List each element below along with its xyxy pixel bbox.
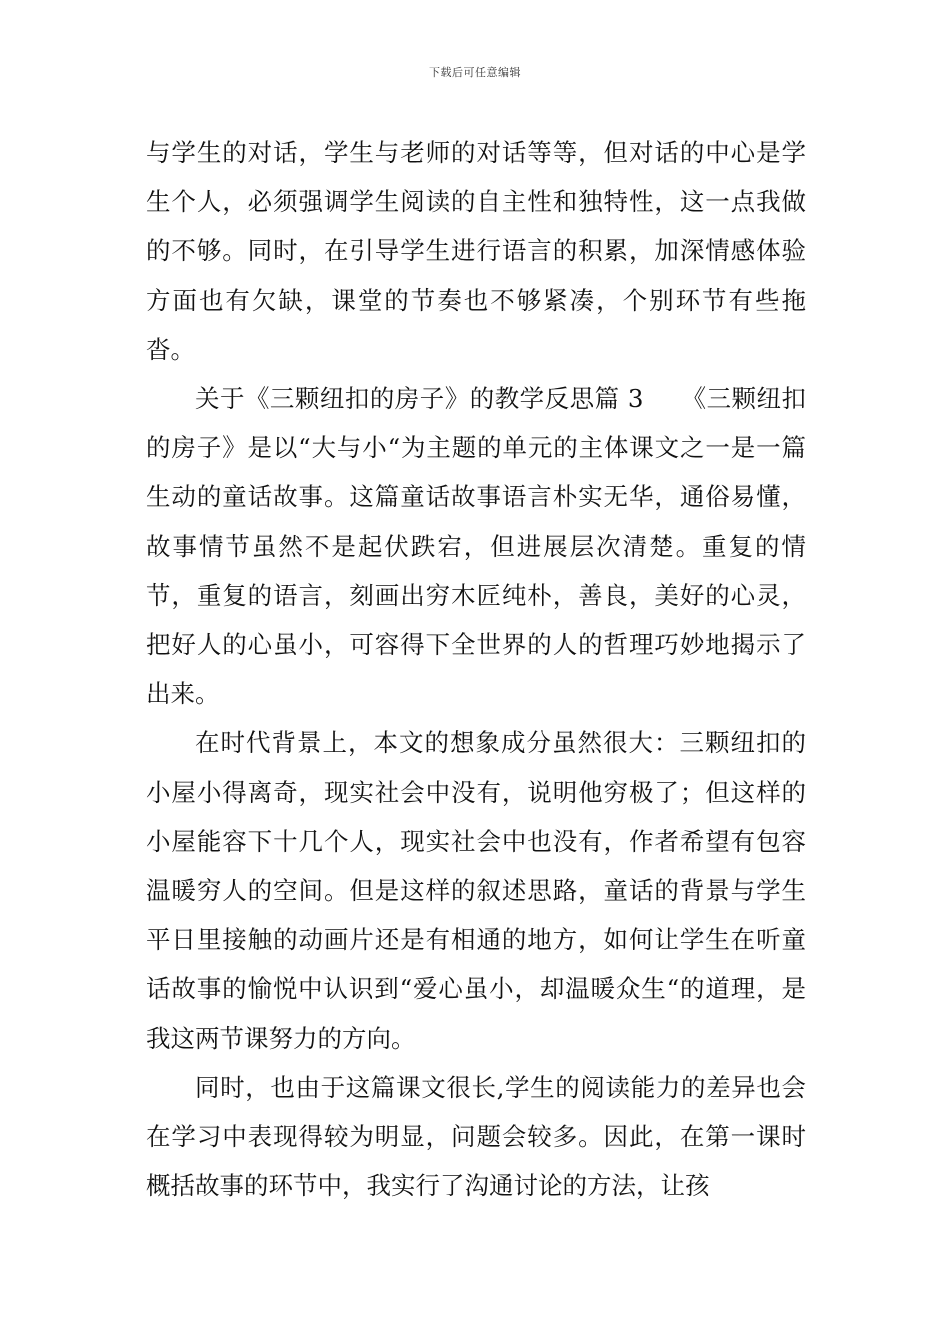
paragraph-1: 与学生的对话，学生与老师的对话等等，但对话的中心是学生个人，必须强调学生阅读的自主性和独特性，这一点我做的不够。同时，在引导学生进行语言的积累，加深情感体验方面也有欠缺，课堂的节奏也不够紧凑，个别环节有些拖沓。 [146,138,806,364]
paragraph-3: 在时代背景上，本文的想象成分虽然很大：三颗纽扣的小屋小得离奇，现实社会中没有，说明他穷极了；但这样的小屋能容下十几个人，现实社会中也没有，作者希望有包容温暖穷人的空间。但是这样的叙述思路，童话的背景与学生平日里接触的动画片还是有相通的地方，如何让学生在听童话故事的愉悦中认识到“爱心虽小，却温暖众生“的道理，是我这两节课努力的方向。 [146,728,806,1053]
paragraph-2: 关于《三颗纽扣的房子》的教学反思篇 3 《三颗纽扣的房子》是以“大与小“为主题的单元的主体课文之一是一篇生动的童话故事。这篇童话故事语言朴实无华，通俗易懂，故事情节虽然不是起伏跌宕，但进展层次清楚。重复的情节，重复的语言，刻画出穷木匠纯朴，善良，美好的心灵，把好人的心虽小，可容得下全世界的人的哲理巧妙地揭示了出来。 [146,384,806,709]
document-body [146,128,806,1210]
page-header: 下载后可任意编辑 [429,66,521,79]
paragraph-4: 同时，也由于这篇课文很长,学生的阅读能力的差异也会在学习中表现得较为明显，问题会较多。因此，在第一课时概括故事的环节中，我实行了沟通讨论的方法，让孩 [146,1072,806,1201]
